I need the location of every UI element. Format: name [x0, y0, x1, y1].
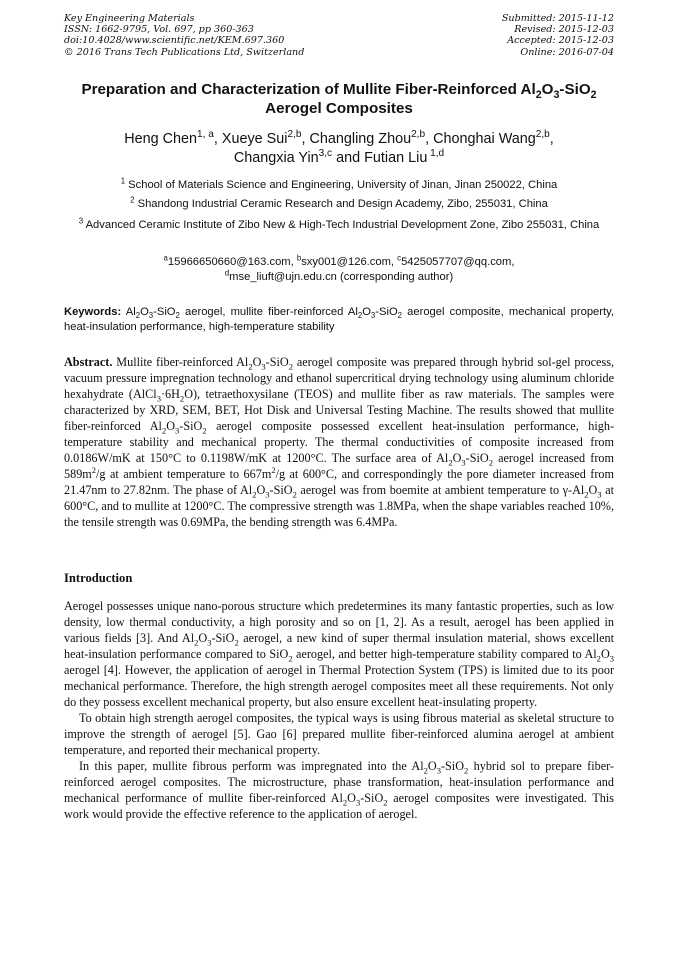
- journal-name: Key Engineering Materials: [64, 13, 195, 24]
- abstract-label: Abstract.: [64, 355, 113, 369]
- journal-issn: ISSN: 1662-9795, Vol. 697, pp 360-363: [64, 24, 254, 36]
- email-link[interactable]: 15966650660@163.com,: [167, 256, 297, 268]
- date-submitted: Submitted: 2015-11-12: [501, 13, 614, 24]
- author-name: Heng Chen: [124, 131, 198, 147]
- email-link[interactable]: sxy001@126.com,: [301, 256, 398, 268]
- journal-info: [64, 13, 304, 58]
- date-online: Online: 2016-07-04: [520, 46, 614, 58]
- paragraph: Aerogel possesses unique nano-porous structure which predetermines its many fantastic properties, such as low density, low thermal conductivity, a high porosity and so on [1, 2]. As a result, aerogel has been applied in various fields [3]. And $Al_2O_3-SiO_2$ aerogel, a new kind of super thermal insulation material, shows excellent heat-insulation performance compared to SiO$_2$ aerogel, and better high-temperature stability compared to $Al_2O_3$ aerogel [4]. However, the application of aerogel in Thermal Protection System (TPS) is limited due to its poor mechanical performance. Therefore, the high strength aerogel composites meet all these requirements. Not only do they possess excellent mechanical property, but also ensure excellent heat-insulating property.: [64, 599, 615, 709]
- journal-copyright: © 2016 Trans Tech Publications Ltd, Switzerland: [64, 46, 305, 58]
- paper-title: [60, 80, 618, 118]
- title-line-2: Aerogel Composites: [265, 100, 413, 117]
- affiliation-1: $^1$ School of Materials Science and Engineering, University of Jinan, Jinan 250022, China: [120, 176, 558, 191]
- affiliation-2: $^2$ Shandong Industrial Ceramic Research and Design Academy, Zibo, 255031, China: [130, 195, 548, 210]
- author-emails: $^a$15966650660@163.com, $^b$sxy001@126.com, $^c$5425057707@qq.com, $^d$mse_liuft@ujn.edu.cn (corresponding author): [163, 253, 515, 283]
- author-name: Futian Liu: [364, 150, 428, 166]
- date-accepted: Accepted: 2015-12-03: [507, 35, 614, 47]
- journal-doi: doi:10.4028/www.scientific.net/KEM.697.360: [64, 35, 285, 47]
- author-name: Chonghai Wang: [433, 131, 536, 147]
- author-list: Heng Chen$^{1, a}$, Xueye Sui$^{2,b}$, Changling Zhou$^{2,b}$, Chonghai Wang$^{2,b}$, Changxia Yin$^{3,c}$ and Futian Liu $^{1,d}$: [124, 129, 554, 166]
- date-revised: Revised: 2015-12-03: [514, 24, 614, 36]
- keywords-label: Keywords:: [64, 306, 122, 318]
- author-name: Changxia Yin: [233, 150, 319, 166]
- email-link[interactable]: mse_liuft@ujn.edu.cn (corresponding author): [229, 271, 454, 283]
- publication-dates: [502, 13, 614, 58]
- section-heading-introduction: Introduction: [64, 571, 133, 585]
- author-name: Changling Zhou: [309, 131, 412, 147]
- keywords: Keywords: $Al_2O_3-SiO_2$ aerogel, mullite fiber-reinforced $Al_2O_3-SiO_2$ aerogel composite, mechanical property, heat-insulation performance, high-temperature stability: [64, 306, 614, 333]
- email-link[interactable]: 5425057707@qq.com,: [401, 256, 515, 268]
- affiliation-3: $^3$ Advanced Ceramic Institute of Zibo New & High-Tech Industrial Development Zone, Zibo 255031, China: [78, 216, 600, 231]
- abstract: Abstract. Mullite fiber-reinforced $Al_2O_3-SiO_2$ aerogel composite was prepared through hybrid sol-gel process, vacuum pressure impregnation technology and ethanol supercritical drying technology using aluminum chloride hexahydrate $(AlCl_3\cdot 6H_2O)$, tetraethoxysilane (TEOS) and mullite fiber as raw materials. The samples were characterized by XRD, SEM, BET, Hot Disk and Universal Testing Machine. The results showed that mullite fiber-reinforced $Al_2O_3-SiO_2$ aerogel composite possessed excellent heat-insulation performance, high-temperature stability and mechanical property. The thermal conductivities of composite increased from 0.0186W/mK at 150°C to 0.1198W/mK at 1200°C. The surface area of $Al_2O_3-SiO_2$ aerogel increased from $589m^2/g$ at ambient temperature to $667m^2/g$ at 600°C, and correspondingly the pore diameter increased from 21.47nm to 27.82nm. The phase of $Al_2O_3-SiO_2$ aerogel was from boemite at ambient temperature to $\gamma-Al_2O_3$ at 600°C, and to mullite at 1200°C. The compressive strength was 1.8MPa, when the shape variables reached 10%, the tensile strength was 0.69MPa, the bending strength was 6.4MPa.: [64, 355, 615, 529]
- paragraph: In this paper, mullite fibrous perform was impregnated into the $Al_2O_3-SiO_2$ hybrid sol to prepare fiber-reinforced aerogel composites. The microstructure, phase transformation, heat-insulation performance and mechanical performance of mullite fiber-reinforced $Al_2O_3-SiO_2$ aerogel composites were investigated. This work would provide the effective reference to the application of aerogel.: [64, 759, 614, 821]
- introduction-body: [64, 598, 614, 822]
- title-line-1: Preparation and Characterization of Mullite Fiber-Reinforced $Al_2O_3-SiO_2$: [81, 81, 597, 102]
- author-name: Xueye Sui: [221, 131, 288, 147]
- paragraph: To obtain high strength aerogel composites, the typical ways is using fibrous material as skeletal structure to improve the strength of aerogel [5]. Gao [6] prepared mullite fiber-reinforced alumina aerogel at ambient temperature, and reported their mechanical property.: [64, 711, 614, 757]
